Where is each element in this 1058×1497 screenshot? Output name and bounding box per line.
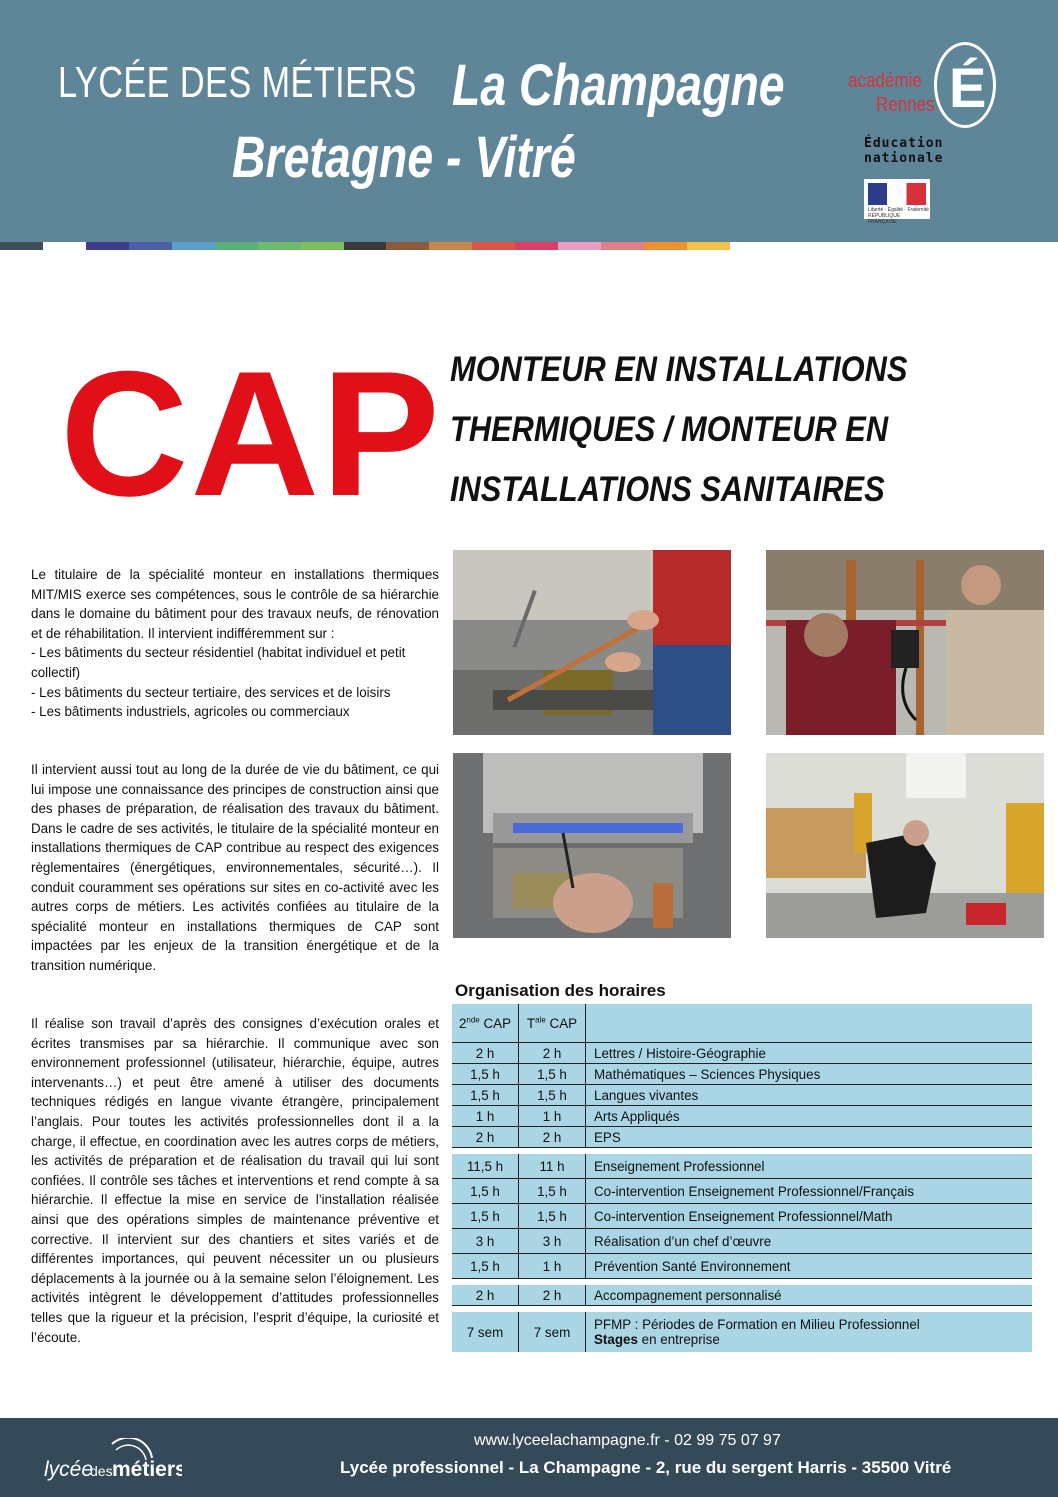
hours-2nde: 3 h: [452, 1229, 519, 1254]
diploma-title: [450, 340, 943, 520]
table-row: [452, 1064, 1032, 1085]
hours-2nde: 1,5 h: [452, 1179, 519, 1204]
hours-2nde: 2 h: [452, 1285, 519, 1306]
lycee-des-metiers-logo: [42, 1438, 182, 1489]
svg-text:métiers: métiers: [112, 1458, 182, 1481]
hours-terminale: $T^{ale}$ CAP: [519, 1004, 586, 1043]
color-strip-segment: [429, 242, 472, 250]
hours-2nde: 7 sem: [452, 1312, 519, 1352]
academie-word: académie: [848, 70, 922, 92]
subject: Mathématiques – Sciences Physiques: [594, 1066, 821, 1082]
work-paragraph: Il réalise son travail d’après des consignes d’exécution orales et écrites transmises par sa hiérarchie. Il communique avec son environnement professionnel (utilisateur, hiérarchie, équipe, autres intervenants…) et peut être amené à utiliser des documents techniques rédigés en langue vivante étrangère, principalement l’anglais. Pour toutes les activités professionnelles dont il a la charge, il effectue, en coordination avec les autres corps de métiers, les activités de préparation et de réalisation du travail qui lui sont confiées. Il contrôle ses tâches et interventions et rend compte à sa hiérarchie. Il effectue la mise en service de l’installation réalisée ainsi que des opérations simples de maintenance préventive et corrective. Il intervient sur des chantiers et sites variés et de différentes importances, qui peuvent nécessiter un ou plusieurs déplacements à la journée ou à la semaine selon l’éloignement. Les activités intègrent le développement d’attitudes professionnelles telles que la rigueur et la précision, l’esprit d’équipe, la curiosité et l’écoute.: [31, 1016, 439, 1345]
color-strip-segment: [172, 242, 215, 250]
academie-city: Rennes: [876, 94, 935, 116]
hours-terminale: 1,5 h: [519, 1085, 586, 1106]
color-strip-segment: [258, 242, 301, 250]
table-row: [452, 1085, 1032, 1106]
footer: [0, 1418, 1058, 1497]
color-strip-segment: [129, 242, 172, 250]
color-strip-segment: [687, 242, 730, 250]
subject: [586, 1004, 1033, 1043]
color-strip: [0, 242, 730, 250]
subject: Arts Appliqués: [594, 1108, 680, 1124]
subject: Langues vivantes: [594, 1087, 699, 1103]
hours-terminale: 1,5 h: [519, 1064, 586, 1085]
color-strip-segment: [344, 242, 387, 250]
subject: EPS: [594, 1129, 621, 1145]
table-row: [452, 1285, 1032, 1306]
hours-2nde: 1,5 h: [452, 1254, 519, 1279]
table-row: [452, 1204, 1032, 1229]
subject: Co-intervention Enseignement Professionnel/Math: [594, 1208, 893, 1224]
hours-terminale: 1 h: [519, 1106, 586, 1127]
subject: Accompagnement personnalisé: [594, 1287, 782, 1303]
table-row: [452, 1179, 1032, 1204]
subject: Enseignement Professionnel: [594, 1158, 765, 1174]
color-strip-segment: [601, 242, 644, 250]
subject: Co-intervention Enseignement Professionnel/Français: [594, 1183, 915, 1199]
hours-terminale: 11 h: [519, 1154, 586, 1179]
subject: PFMP : Périodes de Formation en Milieu Professionnel Stages en entreprise: [594, 1317, 920, 1347]
hours-2nde: 1,5 h: [452, 1064, 519, 1085]
title-line: MONTEUR EN INSTALLATIONS: [450, 350, 908, 389]
academie-logo: [846, 34, 1006, 224]
color-strip-segment: [0, 242, 43, 250]
cap-heading: CAP: [60, 334, 442, 533]
color-strip-segment: [644, 242, 687, 250]
marianne-logo-icon: Liberté · Égalité · Fraternité RÉPUBLIQUE FRANÇAISE: [864, 179, 930, 219]
photo-measurement: [766, 550, 1044, 735]
hours-terminale: 2 h: [519, 1043, 586, 1064]
table-row: [452, 1312, 1032, 1352]
color-strip-segment: [43, 242, 86, 250]
table-header-row: [452, 1004, 1032, 1043]
subject: Réalisation d’un chef d’œuvre: [594, 1233, 772, 1249]
school-location: Bretagne - Vitré: [232, 125, 576, 190]
table-row: [452, 1229, 1032, 1254]
lifecycle-paragraph: Il intervient aussi tout au long de la durée de vie du bâtiment, ce qui lui impose une connaissance des principes de construction ainsi que des phases de préparation, de réalisation des travaux du bâtiment. Dans le cadre de ses activités, le titulaire de la spécialité monteur en installations thermiques de CAP contribue au respect des exigences règlementaires (énergétiques, environnementales, sécurité…). Il conduit couramment ses opérations sur sites en co-activité avec les autres corps de métiers. Les activités confiées au titulaire de la spécialité monteur en installations thermiques de CAP sont impactées par les enjeux de la transition énergétique et de la transition numérique.: [31, 762, 439, 973]
hours-terminale: 1 h: [519, 1254, 586, 1279]
table-row: [452, 1254, 1032, 1279]
hours-2nde: 1,5 h: [452, 1085, 519, 1106]
svg-text:lycée: lycée: [44, 1458, 94, 1481]
color-strip-segment: [472, 242, 515, 250]
table-row: [452, 1106, 1032, 1127]
hours-terminale: 1,5 h: [519, 1204, 586, 1229]
header-banner: [0, 0, 1058, 242]
hours-terminale: 7 sem: [519, 1312, 586, 1352]
hours-terminale: 3 h: [519, 1229, 586, 1254]
hours-terminale: 1,5 h: [519, 1179, 586, 1204]
hours-2nde: 2 h: [452, 1043, 519, 1064]
schedule-title: Organisation des horaires: [455, 981, 666, 1000]
svg-text:des: des: [90, 1463, 113, 1479]
education-e-icon: É: [934, 42, 996, 128]
title-line: INSTALLATIONS SANITAIRES: [450, 470, 885, 509]
hours-2nde: 1 h: [452, 1106, 519, 1127]
color-strip-segment: [215, 242, 258, 250]
school-address: Lycée professionnel - La Champagne - 2, rue du sergent Harris - 35500 Vitré: [340, 1458, 952, 1477]
photo-burner: [453, 753, 731, 938]
list-item: - Les bâtiments du secteur tertiaire, des services et de loisirs: [31, 684, 391, 700]
hours-2nde: 11,5 h: [452, 1154, 519, 1179]
color-strip-segment: [515, 242, 558, 250]
list-item: - Les bâtiments du secteur résidentiel (habitat individuel et petit collectif): [31, 645, 406, 680]
school-name: La Champagne: [452, 53, 785, 118]
intro-paragraph: Le titulaire de la spécialité monteur en installations thermiques MIT/MIS exerce ses compétences, sous le contrôle de sa hiérarchie dans le domaine du bâtiment pour des travaux neufs, de rénovation et de réhabilitation. Il intervient indifféremment sur : - Les bâtiments du secteur résidentiel (habitat individuel et petit collectif) - Les bâtiments du secteur tertiaire, des services et de loisirs - Les bâtiments industriels, agricoles ou commerciaux: [31, 565, 439, 722]
photo-brazing: [453, 550, 731, 735]
subject: Prévention Santé Environnement: [594, 1258, 791, 1274]
list-item: - Les bâtiments industriels, agricoles ou commerciaux: [31, 704, 350, 720]
table-row: [452, 1127, 1032, 1148]
color-strip-segment: [386, 242, 429, 250]
table-row: [452, 1154, 1032, 1179]
title-line: THERMIQUES / MONTEUR EN: [450, 410, 889, 449]
hours-2nde: 2 h: [452, 1127, 519, 1148]
color-strip-segment: [301, 242, 344, 250]
table-row: [452, 1043, 1032, 1064]
school-type: LYCÉE DES MÉTIERS: [58, 58, 417, 107]
hours-terminale: 2 h: [519, 1285, 586, 1306]
hours-2nde: 2nde CAP: [452, 1004, 519, 1043]
website-phone[interactable]: www.lyceelachampagne.fr - 02 99 75 07 97: [474, 1432, 781, 1449]
education-nationale: Éducation nationale: [864, 136, 944, 166]
hours-2nde: 1,5 h: [452, 1204, 519, 1229]
photo-installation: [766, 753, 1044, 938]
schedule-table: [452, 1004, 1032, 1352]
subject: Lettres / Histoire-Géographie: [594, 1045, 766, 1061]
hours-terminale: 2 h: [519, 1127, 586, 1148]
color-strip-segment: [558, 242, 601, 250]
color-strip-segment: [86, 242, 129, 250]
